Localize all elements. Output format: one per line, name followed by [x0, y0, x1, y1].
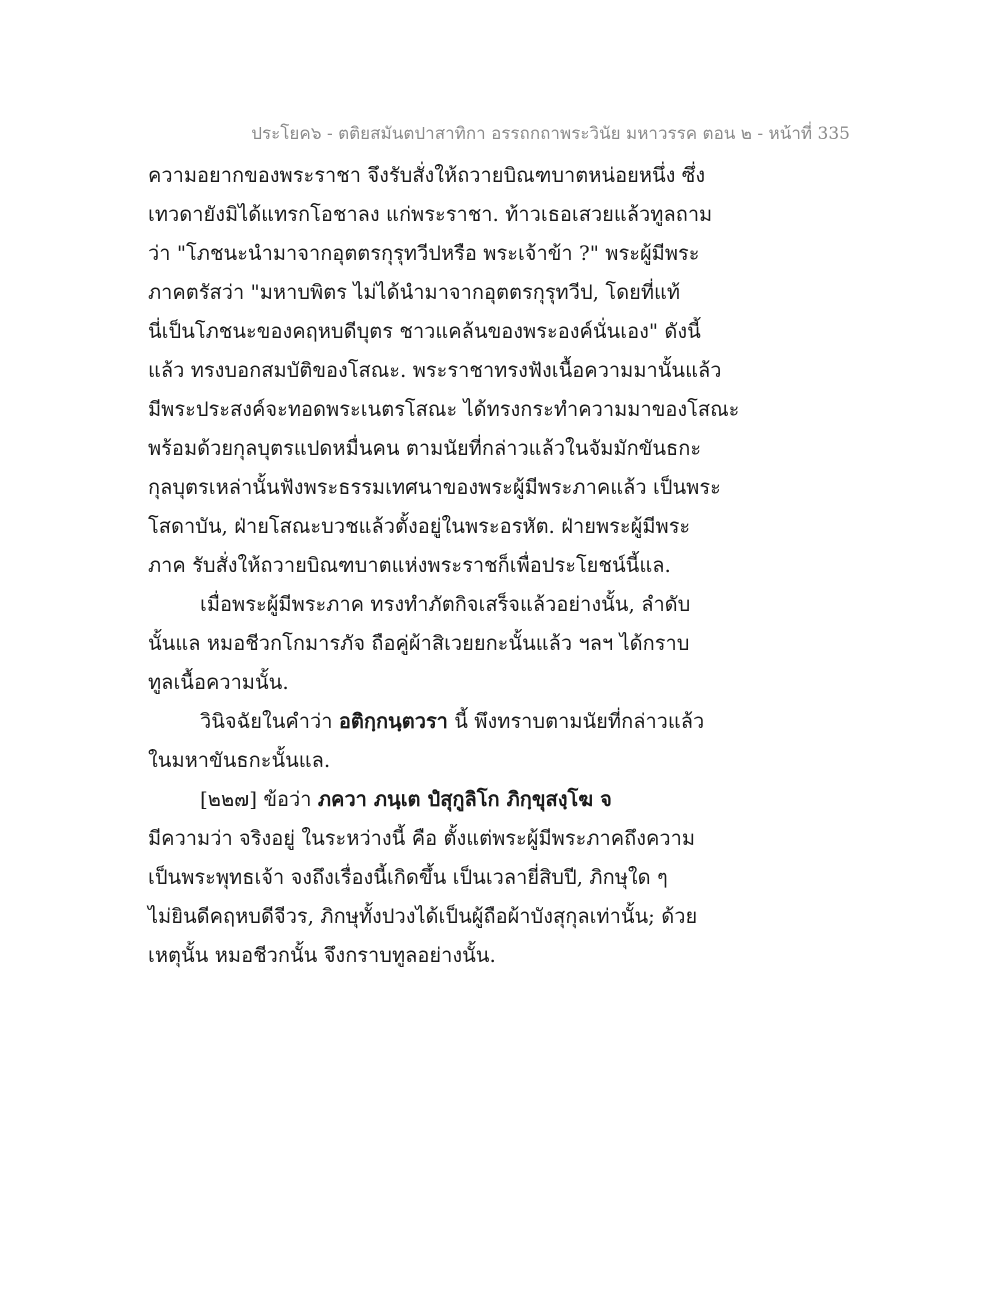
text-line: พร้อมด้วยกุลบุตรแปดหมื่นคน ตามนัยที่กล่าวแล้วในจัมมักขันธกะ: [148, 436, 702, 460]
term-explanation: นี้ พึงทราบตามนัยที่กล่าวแล้ว: [447, 709, 705, 733]
pali-term: อติกฺกนฺตวรา: [338, 709, 448, 733]
text-line: มีพระประสงค์จะทอดพระเนตรโสณะ ได้ทรงกระทำความมาของโสณะ: [148, 397, 740, 421]
paragraph-4: [148, 780, 708, 975]
text-line: [148, 702, 708, 741]
text-line: เป็นพระพุทธเจ้า จงถึงเรื่องนี้เกิดขึ้น เป็นเวลายี่สิบปี, ภิกษุใด ๆ: [148, 865, 668, 889]
term-intro: วินิจฉัยในคำว่า: [200, 709, 339, 733]
text-line: นี่เป็นโภชนะของคฤหบดีบุตร ชาวแคล้นของพระองค์นั่นเอง" ดังนี้: [148, 319, 701, 343]
text-line: กุลบุตรเหล่านั้นฟังพระธรรมเทศนาของพระผู้มีพระภาคแล้ว เป็นพระ: [148, 475, 721, 499]
section-reference: [๒๒๗]: [200, 787, 258, 811]
text-line: มีความว่า จริงอยู่ ในระหว่างนี้ คือ ตั้งแต่พระผู้มีพระภาคถึงความ: [148, 826, 696, 850]
text-line: เหตุนั้น หมอชีวกนั้น จึงกราบทูลอย่างนั้น.: [148, 943, 496, 967]
text-line: ทูลเนื้อความนั้น.: [148, 670, 289, 694]
text-line: ภาคตรัสว่า "มหาบพิตร ไม่ได้นำมาจากอุตตรกุรุทวีป, โดยที่แท้: [148, 280, 681, 304]
text-line: ความอยากของพระราชา จึงรับสั่งให้ถวายบิณฑบาตหน่อยหนึ่ง ซึ่ง: [148, 163, 706, 187]
paragraph-2: [148, 585, 708, 702]
text-line: ภาค รับสั่งให้ถวายบิณฑบาตแห่งพระราชก็เพื่อประโยชน์นี้แล.: [148, 553, 671, 577]
text-line: เมื่อพระผู้มีพระภาค ทรงทำภัตกิจเสร็จแล้วอย่างนั้น, ลำดับ: [200, 592, 691, 616]
text-line: ไม่ยินดีคฤหบดีจีวร, ภิกษุทั้งปวงได้เป็นผู้ถือผ้าบังสุกุลเท่านั้น; ด้วย: [148, 904, 698, 928]
paragraph-1: [148, 156, 740, 585]
text-line: ในมหาขันธกะนั้นแล.: [148, 748, 331, 772]
running-header: ประโยค๖ - ตติยสมันตปาสาทิกา อรรถกถาพระวินัย มหาวรรค ตอน ๒ - หน้าที่ 335: [251, 124, 850, 144]
text-line: โสดาบัน, ฝ่ายโสณะบวชแล้วตั้งอยู่ในพระอรหัต. ฝ่ายพระผู้มีพระ: [148, 514, 691, 538]
quote-intro: ข้อว่า: [257, 787, 318, 811]
text-line: แล้ว ทรงบอกสมบัติของโสณะ. พระราชาทรงฟังเนื้อความมานั้นแล้ว: [148, 358, 722, 382]
pali-quote: ภควา ภนฺเต ปํสุกูลิโก ภิกฺขุสงฺโฆ จ: [317, 787, 612, 811]
text-line: นั้นแล หมอชีวกโกมารภัจ ถือคู่ผ้าสิเวยยกะนั้นแล้ว ฯลฯ ได้กราบ: [148, 631, 690, 655]
body-text: [148, 156, 740, 975]
text-line: เทวดายังมิได้แทรกโอชาลง แก่พระราชา. ท้าวเธอเสวยแล้วทูลถาม: [148, 202, 713, 226]
text-line: ว่า "โภชนะนำมาจากอุตตรกุรุทวีปหรือ พระเจ้าข้า ?" พระผู้มีพระ: [148, 241, 700, 265]
paragraph-3: [148, 702, 708, 780]
text-line: [148, 780, 708, 819]
